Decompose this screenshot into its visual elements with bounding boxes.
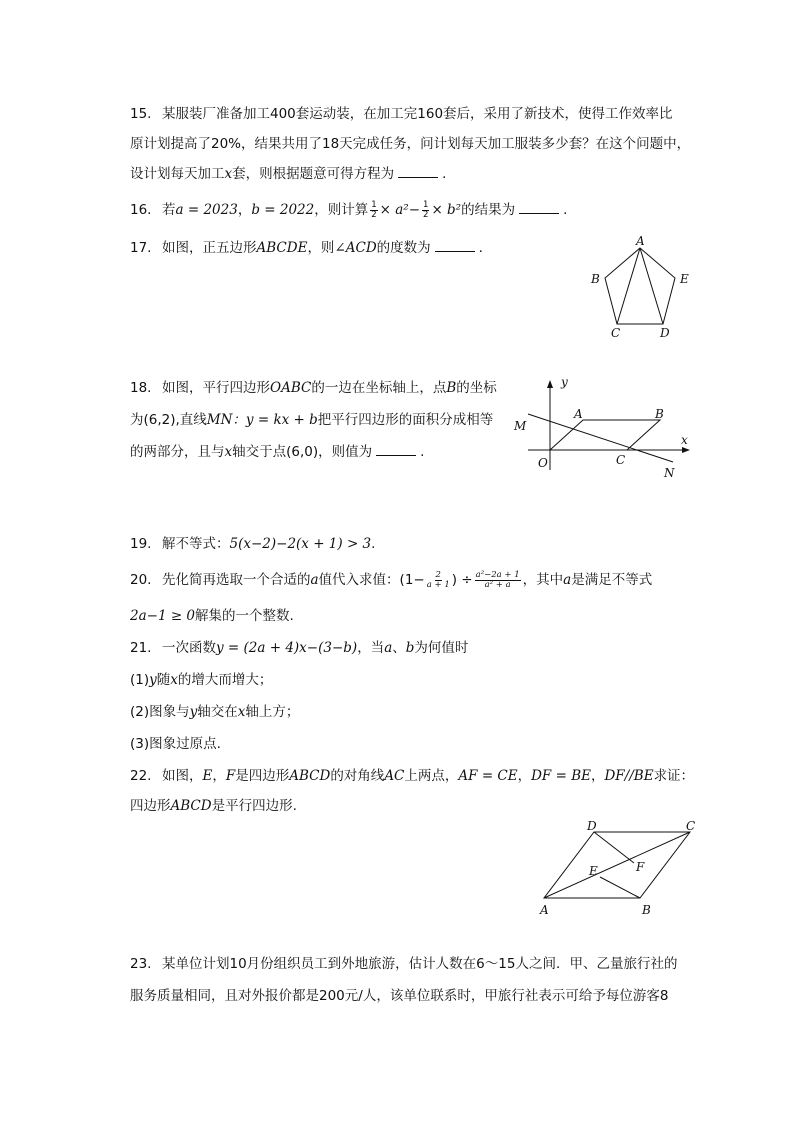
q17-text-2: ，则 xyxy=(307,240,335,256)
q15-answer-blank[interactable] xyxy=(398,165,438,178)
q22-parallelogram-figure xyxy=(530,818,710,920)
q22-var-e: E xyxy=(202,768,213,784)
q21-sub2-var-x: x xyxy=(237,704,246,720)
q20-fraction-2 xyxy=(475,571,521,590)
parallelogram-oabc xyxy=(550,420,660,450)
q19-inequality: 5(x−2)−2(x + 1) > 3 xyxy=(229,536,372,552)
q20-frac2-den: a² + a xyxy=(484,579,511,590)
q19-text: 解不等式： xyxy=(162,536,230,552)
q20-text-6: 解集的一个整数. xyxy=(195,608,294,624)
q16-text-3: 的结果为 xyxy=(461,202,516,218)
q21-sub3 xyxy=(130,734,221,754)
q17-line xyxy=(130,238,483,258)
q18-period: . xyxy=(420,444,425,460)
q19-number: 19. xyxy=(130,536,152,552)
q18-text-1b: 的一边在坐标轴上，点 xyxy=(311,380,447,396)
label-e: E xyxy=(680,272,689,286)
diagonal-ad xyxy=(640,248,663,324)
q21-line xyxy=(130,638,468,658)
q23-line2 xyxy=(130,986,668,1006)
q21-sub1-label: (1) xyxy=(130,672,150,688)
q21-text-3: 为何值时 xyxy=(414,640,469,656)
q22-var-f: F xyxy=(225,768,236,784)
q21-sub1 xyxy=(130,670,272,690)
q20-text-1: 先化简再选取一个合适的 xyxy=(162,572,311,588)
q22-number: 22. xyxy=(130,768,152,784)
q15-text-1: 某服装厂准备加工400套运动装，在加工完160套后，采用了新技术，使得工作效率比 xyxy=(162,106,673,122)
q22-text-4: 上两点， xyxy=(404,768,459,784)
q20-inequality: 2a−1 ≥ 0 xyxy=(130,608,196,624)
q17-pentagon-figure xyxy=(580,236,700,344)
label-o: O xyxy=(538,456,548,470)
q22-comma-3: ， xyxy=(590,768,605,784)
q22-var-ac: AC xyxy=(384,768,405,784)
q20-frac1-num: 2 xyxy=(435,569,441,580)
q16-number: 16. xyxy=(130,202,152,218)
q17-text-1: 如图，正五边形 xyxy=(162,240,257,256)
q18-answer-blank[interactable] xyxy=(376,443,416,456)
q21-sub2-var-y: y xyxy=(189,704,198,720)
q21-var-b: b xyxy=(405,640,415,656)
label-a: A xyxy=(574,407,583,421)
q17-angle: ∠ACD xyxy=(334,240,377,256)
q20-text-2: 值代入求值：(1− xyxy=(318,572,425,588)
q19-line xyxy=(130,534,375,554)
q15-text-3b: 套，则根据题意可得方程为 xyxy=(232,166,395,182)
label-b: B xyxy=(642,903,651,917)
q16-frac2-den: 2 xyxy=(423,209,429,220)
q16-expr-a2: × a²− xyxy=(379,202,421,218)
q18-text-2a: 为(6,2),直线 xyxy=(130,412,207,428)
q21-sub2 xyxy=(130,702,299,722)
q18-line-equation: MN：y = kx + b xyxy=(206,412,318,428)
label-a: A xyxy=(636,234,645,248)
q18-text-1a: 如图，平行四边形 xyxy=(162,380,270,396)
q21-sub1-var-x: x xyxy=(170,672,178,688)
label-e: E xyxy=(589,864,598,878)
q20-text-3: ) ÷ xyxy=(451,572,473,588)
y-axis-arrow-icon xyxy=(547,380,553,388)
q18-text-3a: 的两部分，且与 xyxy=(130,444,225,460)
label-c: C xyxy=(611,326,621,340)
q21-sub2-text-3: 轴上方； xyxy=(245,704,300,720)
label-x: x xyxy=(681,433,688,447)
q17-period: . xyxy=(478,240,483,256)
q22-comma-2: ， xyxy=(517,768,532,784)
diagonal-ac xyxy=(544,832,690,898)
q16-comma: ， xyxy=(237,202,252,218)
label-d: D xyxy=(587,819,597,833)
q21-sub2-text-1: (2)图象与 xyxy=(130,704,190,720)
q15-line1 xyxy=(130,104,673,124)
q22-cond-2: DF = BE xyxy=(531,768,591,784)
q16-fraction-1 xyxy=(370,201,377,220)
q18-text-2b: 把平行四边形的面积分成相等 xyxy=(317,412,494,428)
q15-var-x: x xyxy=(224,166,233,182)
q21-sub2-text-2: 轴交在 xyxy=(197,704,238,720)
q23-text-2: 服务质量相同，且对外报价都是200元/人，该单位联系时，甲旅行社表示可给予每位游客8 xyxy=(130,988,669,1004)
q15-line2 xyxy=(130,134,690,154)
q16-frac1-den: 2 xyxy=(371,209,377,220)
q15-text-3a: 设计划每天加工 xyxy=(130,166,225,182)
q18-text-3b: 轴交于点(6,0)，则值为 xyxy=(232,444,373,460)
q22-var-abcd-2: ABCD xyxy=(170,798,212,814)
q16-frac2-num: 1 xyxy=(423,199,429,210)
q21-function: y = (2a + 4)x−(3−b) xyxy=(216,640,358,656)
q20-frac1-den: a + 1 xyxy=(426,579,450,590)
q18-coordinate-figure xyxy=(508,374,708,484)
q21-text-1: 一次函数 xyxy=(162,640,216,656)
q19-period: . xyxy=(371,536,376,552)
q22-comma-1: ， xyxy=(212,768,226,784)
q17-pentagon-name: ABCDE xyxy=(256,240,308,256)
q20-frac2-num: a²−2a + 1 xyxy=(475,569,520,580)
q23-number: 23. xyxy=(130,956,152,972)
q18-number: 18. xyxy=(130,380,152,396)
diagonal-ac xyxy=(617,248,640,324)
label-m: M xyxy=(514,419,527,433)
q22-var-abcd: ABCD xyxy=(289,768,331,784)
q18-var-x: x xyxy=(224,444,233,460)
q22-text-6: 四边形 xyxy=(130,798,171,814)
label-b: B xyxy=(591,272,600,286)
q17-text-3: 的度数为 xyxy=(376,240,431,256)
label-d: D xyxy=(660,326,670,340)
label-b: B xyxy=(655,407,664,421)
q21-number: 21. xyxy=(130,640,152,656)
q21-var-a: a xyxy=(384,640,393,656)
q16-answer-blank[interactable] xyxy=(519,201,559,214)
q18-line3 xyxy=(130,442,424,462)
q22-text-1: 如图， xyxy=(162,768,203,784)
q22-text-7: 是平行四边形. xyxy=(211,798,297,814)
q20-line1 xyxy=(130,570,652,590)
x-axis-arrow-icon xyxy=(682,447,690,453)
q22-cond-1: AF = CE xyxy=(458,768,518,784)
q21-sub3-text: (3)图象过原点. xyxy=(130,736,221,752)
q20-var-a: a xyxy=(310,572,319,588)
q20-text-5: 是满足不等式 xyxy=(571,572,653,588)
q15-period: . xyxy=(442,166,447,182)
q20-number: 20. xyxy=(130,572,152,588)
label-c: C xyxy=(686,819,696,833)
q17-number: 17. xyxy=(130,240,152,256)
q16-expr-b: b = 2022 xyxy=(251,202,315,218)
q22-line1 xyxy=(130,766,694,786)
q21-sub1-text-2: 的增大而增大； xyxy=(177,672,273,688)
q15-line3 xyxy=(130,164,446,184)
pentagon-shape xyxy=(605,248,675,324)
q18-var-b: B xyxy=(446,380,457,396)
q17-answer-blank[interactable] xyxy=(435,239,475,252)
q18-line1 xyxy=(130,378,497,398)
label-a: A xyxy=(540,903,549,917)
q18-var-oabc: OABC xyxy=(270,380,312,396)
q18-line2 xyxy=(130,410,493,430)
q16-frac1-num: 1 xyxy=(371,199,377,210)
segment-be xyxy=(600,877,640,898)
q22-line2 xyxy=(130,796,297,816)
q23-text-1: 某单位计划10月份组织员工到外地旅游，估计人数在6～15人之间．甲、乙量旅行社的 xyxy=(162,956,678,972)
q22-text-3: 的对角线 xyxy=(330,768,385,784)
label-f: F xyxy=(636,860,645,874)
label-c: C xyxy=(616,453,626,467)
q16-fraction-2 xyxy=(422,201,429,220)
label-n: N xyxy=(664,466,675,480)
q16-expr-b2: × b² xyxy=(431,202,462,218)
q21-sub1-var-y: y xyxy=(149,672,157,688)
q16-text-2: ，则计算 xyxy=(314,202,369,218)
label-y: y xyxy=(561,375,568,389)
q22-text-2: 是四边形 xyxy=(235,768,290,784)
segment-df xyxy=(594,832,634,863)
q15-number: 15. xyxy=(130,106,152,122)
q18-text-1c: 的坐标 xyxy=(456,380,497,396)
q16-line xyxy=(130,200,567,220)
q22-text-5: 求证： xyxy=(653,768,695,784)
q20-line2 xyxy=(130,606,294,626)
q16-text-1: 若 xyxy=(162,202,176,218)
q21-sep: 、 xyxy=(392,640,406,656)
q21-text-2: ，当 xyxy=(357,640,385,656)
q15-text-2: 原计划提高了20%，结果共用了18天完成任务，问计划每天加工服装多少套？在这个问题中， xyxy=(130,136,691,152)
q20-var-a2: a xyxy=(563,572,572,588)
q16-period: . xyxy=(563,202,568,218)
q20-fraction-1 xyxy=(427,571,450,590)
q23-line1 xyxy=(130,954,677,974)
q22-cond-3: DF//BE xyxy=(604,768,654,784)
q21-sub1-text-1: 随 xyxy=(156,672,171,688)
q20-text-4: ，其中 xyxy=(522,572,564,588)
q16-expr-a: a = 2023 xyxy=(175,202,238,218)
